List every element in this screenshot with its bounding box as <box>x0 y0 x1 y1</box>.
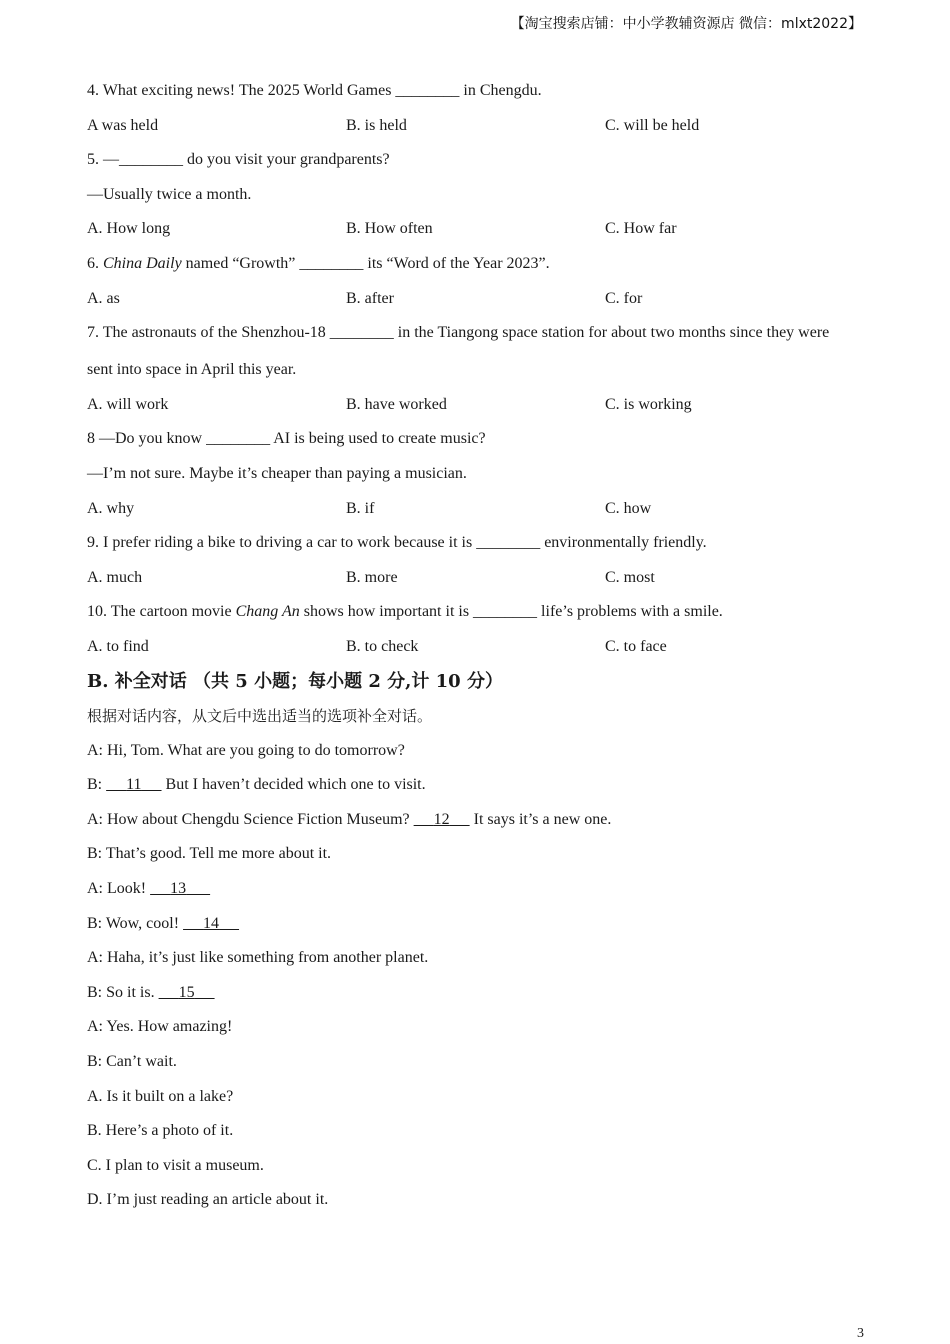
option-c: C. how <box>605 499 652 517</box>
question-5-options <box>87 216 877 251</box>
dialogue-line <box>87 876 877 911</box>
page-header: 【淘宝搜索店铺：中小学教辅资源店 微信：mlxt2022】 <box>510 16 862 32</box>
dialogue-line <box>87 807 877 842</box>
choice-a: A. Is it built on a lake? <box>87 1087 234 1105</box>
exam-content <box>87 78 877 1222</box>
option-a: A. to find <box>87 637 149 655</box>
dialogue-line: B: That’s good. Tell me more about it. <box>87 845 332 863</box>
blank-12 <box>414 811 470 828</box>
blank-number: 13 <box>170 880 187 898</box>
option-a: A. much <box>87 568 143 586</box>
question-5: 5. —________ do you visit your grandparents? <box>87 151 390 169</box>
blank-number: 14 <box>203 914 220 932</box>
dialogue-text: B: So it is. <box>87 983 159 1001</box>
option-b: B. if <box>346 499 375 517</box>
page-number: 3 <box>857 1326 864 1341</box>
blank-14 <box>183 915 239 932</box>
question-10-options <box>87 634 877 669</box>
option-a: A. as <box>87 289 120 307</box>
question-9-options <box>87 565 877 600</box>
question-5-reply: —Usually twice a month. <box>87 185 252 203</box>
section-b-instruction: 根据对话内容，从文后中选出适当的选项补全对话。 <box>87 707 433 726</box>
question-6-title: China Daily <box>103 254 182 272</box>
option-c: C. will be held <box>605 116 700 134</box>
option-c: C. for <box>605 289 643 307</box>
question-10-text: shows how important it is ________ life’s problems with a smile. <box>299 603 723 621</box>
dialogue-text: A: Look! <box>87 880 151 898</box>
option-b: B. is held <box>346 116 407 134</box>
blank-number: 12 <box>433 810 450 828</box>
dialogue-line: B: Can’t wait. <box>87 1053 177 1071</box>
question-6 <box>87 251 877 286</box>
blank-11 <box>106 776 161 793</box>
question-7: 7. The astronauts of the Shenzhou-18 ________ in the Tiangong space station for about two months since they were <box>87 324 830 342</box>
choice-b: B. Here’s a photo of it. <box>87 1122 234 1140</box>
choice-c: C. I plan to visit a museum. <box>87 1156 264 1174</box>
question-6-text: named “Growth” ________ its “Word of the Year 2023”. <box>181 254 550 272</box>
question-8-reply: —I’m not sure. Maybe it’s cheaper than paying a musician. <box>87 464 467 482</box>
dialogue-text: It says it’s a new one. <box>469 810 612 828</box>
question-8-options <box>87 496 877 531</box>
option-c: C. to face <box>605 637 667 655</box>
question-4: 4. What exciting news! The 2025 World Games ________ in Chengdu. <box>87 82 542 99</box>
speaker: B: <box>87 776 107 794</box>
option-a: A. will work <box>87 395 169 413</box>
question-10 <box>87 599 877 634</box>
question-4-options <box>87 113 877 148</box>
option-c: C. is working <box>605 395 692 413</box>
dialogue-line <box>87 911 877 946</box>
option-b: B. more <box>346 568 398 586</box>
question-10-number: 10. The cartoon movie <box>87 603 236 621</box>
blank-number: 15 <box>178 983 195 1001</box>
question-7-options <box>87 392 877 427</box>
question-6-number: 6. <box>87 254 103 272</box>
blank-13 <box>150 880 210 897</box>
question-9: 9. I prefer riding a bike to driving a car to work because it is ________ environmentally friendly. <box>87 534 707 552</box>
dialogue-line <box>87 772 877 807</box>
dialogue-text: A: How about Chengdu Science Fiction Museum? <box>87 810 414 828</box>
question-6-options <box>87 286 877 321</box>
dialogue-line <box>87 980 877 1015</box>
option-a: A was held <box>87 116 159 134</box>
option-a: A. why <box>87 499 135 517</box>
option-b: B. have worked <box>346 395 447 413</box>
blank-number: 11 <box>126 776 142 794</box>
dialogue-text: B: Wow, cool! <box>87 914 184 932</box>
dialogue-line: A: Hi, Tom. What are you going to do tomorrow? <box>87 741 405 759</box>
section-b-title: B. 补全对话 （共 5 小题；每小题 2 分,计 10 分） <box>87 670 503 692</box>
option-c: C. most <box>605 568 655 586</box>
dialogue-line: A: Haha, it’s just like something from another planet. <box>87 949 429 967</box>
question-7-continued: sent into space in April this year. <box>87 361 297 379</box>
question-10-title: Chang An <box>235 603 300 621</box>
blank-15 <box>159 984 215 1001</box>
option-c: C. How far <box>605 220 677 238</box>
option-a: A. How long <box>87 220 171 238</box>
choice-d: D. I’m just reading an article about it. <box>87 1191 329 1209</box>
dialogue-line: A: Yes. How amazing! <box>87 1018 233 1036</box>
option-b: B. How often <box>346 220 433 238</box>
option-b: B. to check <box>346 637 419 655</box>
question-8: 8 —Do you know ________ AI is being used to create music? <box>87 430 486 448</box>
option-b: B. after <box>346 289 394 307</box>
dialogue-text: But I haven’t decided which one to visit. <box>161 776 426 794</box>
